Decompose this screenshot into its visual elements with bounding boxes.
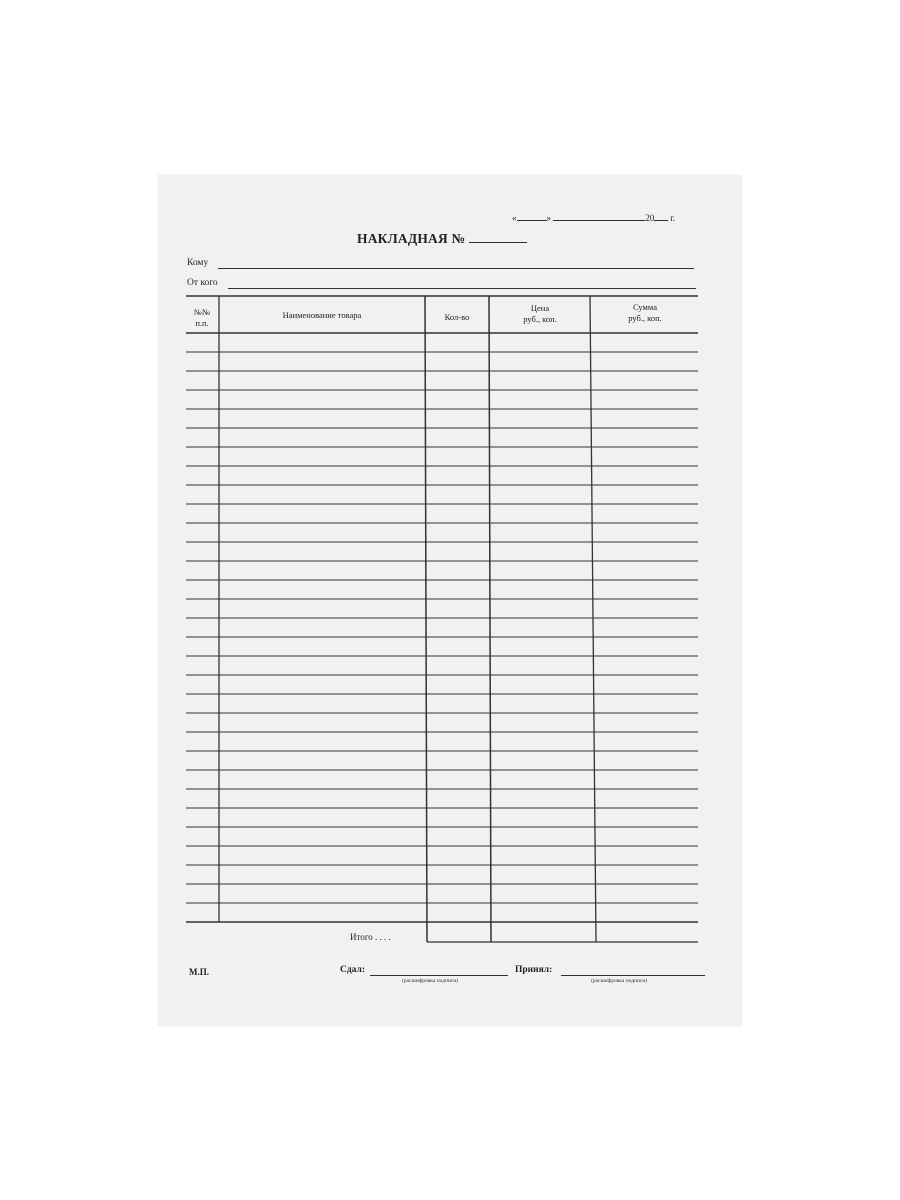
column-divider-qty [489,296,491,942]
column-divider-price [590,296,596,942]
header-name: Наименование товара [282,310,362,320]
header-sum [592,302,698,324]
total-label: Итого . . . . [350,932,391,942]
to-label: Кому [187,258,209,268]
header-price-line1: Цена [530,303,550,313]
column-divider-name [425,296,427,942]
header-sum-line2: руб., коп. [628,313,662,323]
header-price [490,303,590,325]
from-label: От кого [187,278,218,288]
handed-over-signature-line[interactable] [370,975,508,976]
year-prefix: 20 [645,213,655,223]
date-close-quote: » [546,213,551,223]
invoice-title-text: НАКЛАДНАЯ № [357,231,466,246]
handed-over-label: Сдал: [340,965,365,975]
received-hint: (расшифровка подписи) [591,978,648,984]
header-num [186,307,218,329]
header-num-line1: №№ [193,307,211,317]
handed-over-hint: (расшифровка подписи) [402,978,459,984]
received-signature-line[interactable] [561,975,705,976]
date-open-quote: « [512,213,517,223]
year-suffix: г. [670,213,676,223]
header-sum-line1: Сумма [632,302,658,312]
stamp-label: М.П. [189,967,209,977]
header-num-line2: п.п. [195,318,209,328]
header-price-line2: руб., коп. [523,314,557,324]
received-label: Принял: [515,965,553,975]
header-qty: Кол-во [444,312,470,322]
